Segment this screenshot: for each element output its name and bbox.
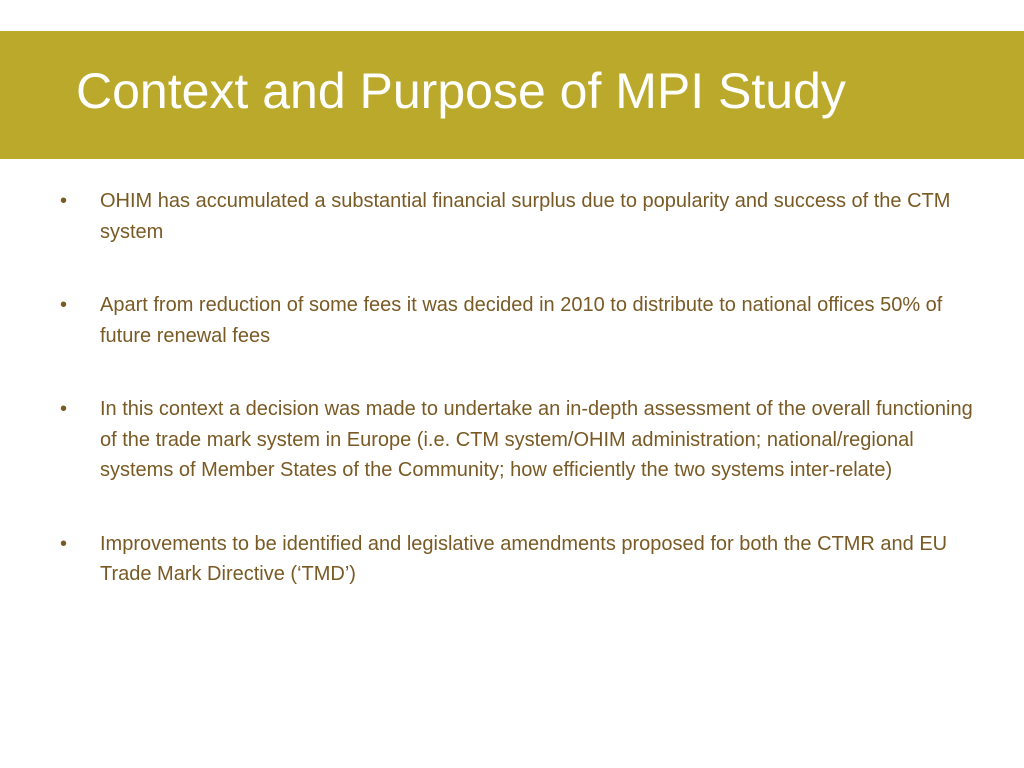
bullet-text: OHIM has accumulated a substantial financial surplus due to popularity and success of the CTM system: [100, 190, 951, 243]
bullet-list: [60, 186, 980, 590]
bullet-marker: •: [60, 190, 68, 212]
slide-title: Context and Purpose of MPI Study: [76, 63, 846, 119]
bullet-item: [60, 186, 980, 247]
bullet-marker: •: [60, 532, 68, 555]
bullet-item: [60, 529, 980, 590]
bullet-marker: •: [60, 398, 68, 420]
bullet-marker: •: [60, 294, 68, 316]
bullet-text: Apart from reduction of some fees it was decided in 2010 to distribute to national offices 50% of future renewal fees: [100, 294, 943, 347]
bullet-item: [60, 394, 980, 486]
bullet-item: [60, 290, 980, 351]
bullet-text: Improvements to be identified and legislative amendments proposed for both the CTMR and EU Trade Mark Directive (‘TMD’): [100, 532, 948, 585]
bullet-text: In this context a decision was made to undertake an in-depth assessment of the overall functioning of the trade mark system in Europe (i.e. CTM system/OHIM administration; national/regional systems of Member States of the Community; how efficiently the two systems inter-relate): [100, 398, 973, 481]
